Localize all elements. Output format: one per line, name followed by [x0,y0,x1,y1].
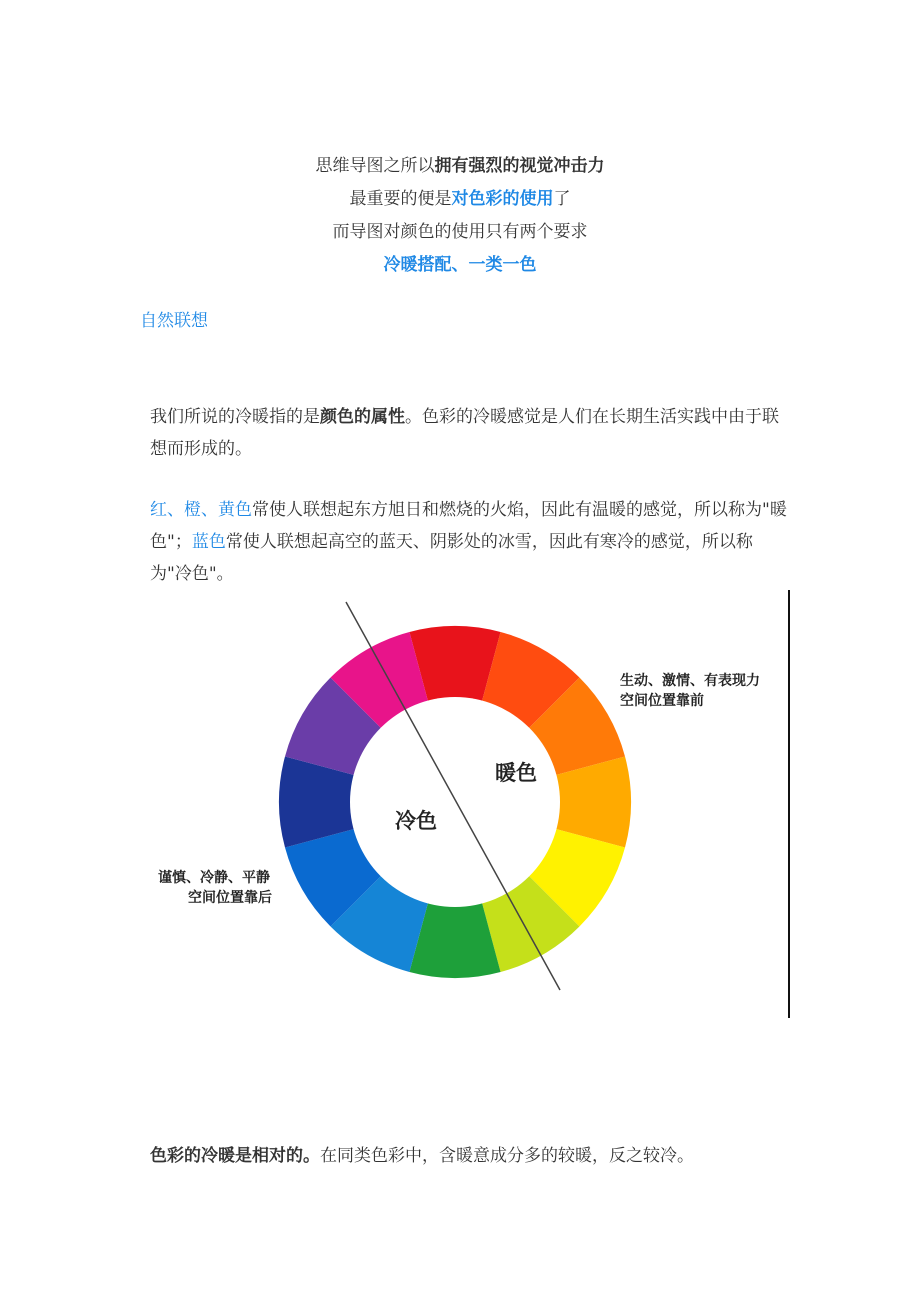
intro-line-2: 最重要的便是对色彩的使用了 [349,189,571,209]
cool-label: 冷色 [395,809,437,833]
warm-desc-line-1: 生动、激情、有表现力 [620,673,760,689]
paragraph-3-emphasis: 色彩的冷暖是相对的。 [150,1146,320,1166]
cool-desc-line-1: 谨慎、冷静、平静 [158,870,270,886]
intro-line-4: 冷暖搭配、一类一色 [383,255,537,275]
paragraph-1: 我们所说的冷暖指的是颜色的属性。色彩的冷暖感觉是人们在长期生活实践中由于联想而形成的。 [150,407,779,459]
figure-border [788,590,790,1018]
warm-desc-line-2: 空间位置靠前 [620,693,704,709]
intro-highlight: 对色彩的使用 [451,189,554,209]
cool-colors-highlight: 蓝色 [191,532,226,552]
paragraph-3: 色彩的冷暖是相对的。在同类色彩中，含暖意成分多的较暖，反之较冷。 [150,1146,694,1166]
color-wheel-figure [150,590,790,1018]
cool-desc-line-2: 空间位置靠后 [188,890,272,906]
intro-emphasis: 拥有强烈的视觉冲击力 [434,156,605,176]
paragraph-2: 红、橙、黄色常使人联想起东方旭日和燃烧的火焰，因此有温暖的感觉，所以称为"暖色"；蓝色常使人联想起高空的蓝天、阴影处的冰雪，因此有寒冷的感觉，所以称为"冷色"。 [150,500,787,584]
warm-colors-highlight: 红、橙、黄色 [150,500,252,520]
intro-block [0,150,920,282]
paragraph-1-emphasis: 颜色的属性 [320,407,405,427]
warm-label: 暖色 [495,761,537,785]
section-title: 自然联想 [140,311,208,331]
intro-line-3: 而导图对颜色的使用只有两个要求 [332,222,588,242]
wheel-center [350,697,560,907]
intro-line-1: 思维导图之所以拥有强烈的视觉冲击力 [315,156,605,176]
